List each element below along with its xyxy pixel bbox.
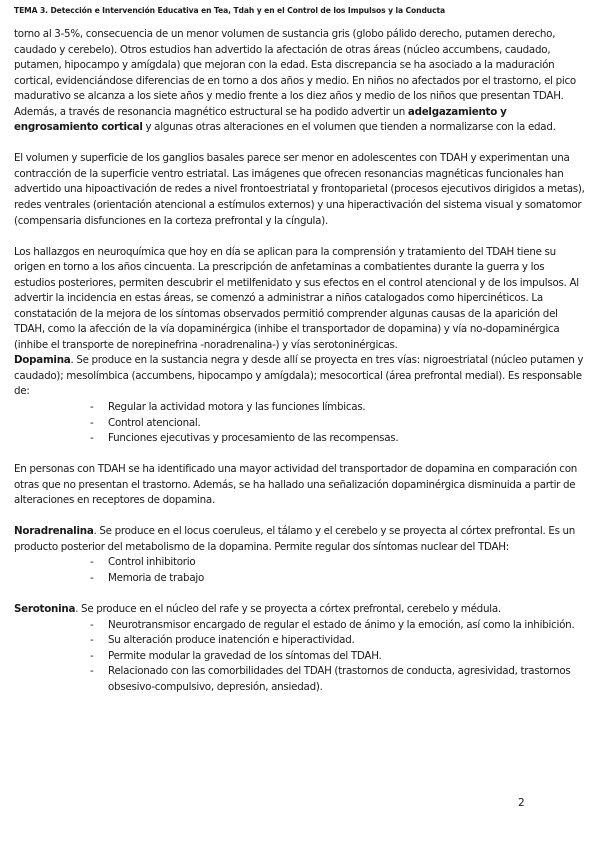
paragraph-gap [14, 509, 588, 525]
list-item: - Regular la actividad motora y las funciones límbicas. [14, 400, 588, 416]
list-item: - Memoria de trabajo [14, 571, 588, 587]
term-noradrenalina: Noradrenalina [14, 525, 94, 538]
paragraph-gap [14, 447, 588, 463]
paragraph-text: . Se produce en la sustancia negra y desde allí se proyecta en tres vías: nigroestriatal (núcleo putamen y caudado); mesolímbica (accumbens, hipocampo y amígdala); mesocortical (área prefrontal medial). Es responsable de: [14, 354, 584, 398]
page-header: TEMA 3. Detección e Intervención Educativa en Tea, Tdah y en el Control de los Impulsos y la Conducta [14, 6, 446, 15]
paragraph-text: . Se produce en el núcleo del rafe y se proyecta a córtex prefrontal, cerebelo y médula. [75, 603, 501, 615]
paragraph-dopamine-transporter: En personas con TDAH se ha identificado una mayor actividad del transportador de dopamina en comparación con otras que no presentan el trastorno. Además, se ha hallado una señalización dopaminérgica disminuida a partir de alteraciones en receptores de dopamina. [14, 463, 578, 507]
paragraph-gap [14, 229, 588, 245]
paragraph-text: . Se produce en el locus coeruleus, el tálamo y el cerebelo y se proyecta al córtex prefrontal. Es un producto posterior del metabolismo de la dopamina. Permite regular dos síntomas nuclear del TDAH: [14, 525, 576, 553]
paragraph-cortical-maturation [14, 27, 588, 136]
serotonina-list [14, 618, 588, 696]
paragraph-gap [14, 136, 588, 152]
dopamina-list [14, 400, 588, 447]
paragraph-text: torno al 3-5%, consecuencia de un menor volumen de sustancia gris (globo pálido derecho, putamen derecho, caudado y cerebelo). Otros estudios han advertido la afectación de otras áreas (núcleo accumbens, caudado, putamen, hipocampo y amígdala) que mejoran con la edad. Esta discrepancia se ha asociado a la maduración cortical, evidenciándose diferencias de en torno a dos años y medio. En niños no afectados por el trastorno, el pico madurativo se alcanza a los siete años y medio frente a los diez años y medio de los niños que presentan TDAH. Además, a través de resonancia magnético estructural se ha podido advertir un [14, 28, 576, 118]
paragraph-dopamina [14, 353, 588, 400]
list-item: - Relacionado con las comorbilidades del TDAH (trastornos de conducta, agresividad, trastornos obsesivo-compulsivo, depresión, ansiedad). [14, 664, 588, 695]
list-item: - Su alteración produce inatención e hiperactividad. [14, 633, 588, 649]
term-serotonina: Serotonina [14, 603, 76, 615]
list-item: - Neurotransmisor encargado de regular el estado de ánimo y la emoción, así como la inhibición. [14, 618, 588, 634]
paragraph-text: y algunas otras alteraciones en el volumen que tienden a normalizarse con la edad. [142, 121, 556, 134]
page-number: 2 [518, 797, 525, 809]
list-item: - Control atencional. [14, 416, 588, 432]
paragraph-gap [14, 587, 588, 603]
bold-emphasis: adelgazamiento y engrosamiento cortical [14, 105, 507, 134]
term-dopamina: Dopamina [14, 354, 71, 367]
paragraph-basal-ganglia: El volumen y superficie de los ganglios basales parece ser menor en adolescentes con TDAH y experimentan una contracción de la superficie ventro estriatal. Las imágenes que ofrecen resonancias magnéticas funcionales han advertido una hipoactivación de redes a nivel frontoestriatal y frontoparietal (procesos ejecutivos dirigidos a metas), redes ventrales (orientación atencional a estímulos externos) y una hiperactivación del sistema visual y somatomor (compensaria disfunciones en la corteza prefrontal y la cíngula). [14, 152, 585, 227]
paragraph-noradrenalina [14, 524, 588, 555]
paragraph-neurochemistry: Los hallazgos en neuroquímica que hoy en día se aplican para la comprensión y tratamiento del TDAH tiene su origen en torno a los años cincuenta. La prescripción de anfetaminas a combatientes durante la guerra y los estudios posteriores, permiten descubrir el metilfenidato y sus efectos en el control atencional y de los impulsos. Al advertir la incidencia en estas áreas, se comenzó a administrar a niños catalogados como hipercinéticos. La constatación de la mejora de los síntomas observados permitió comprender algunas causas de la aparición del TDAH, como la afección de la vía dopaminérgica (inhibe el transportador de dopamina) y vía no-dopaminérgica (inhibe el transporte de norepinefrina -noradrenalina-) y vías serotoninérgicas. [14, 245, 579, 351]
paragraph-serotonina [14, 602, 588, 618]
list-item: - Funciones ejecutivas y procesamiento de las recompensas. [14, 431, 588, 447]
list-item: - Permite modular la gravedad de los síntomas del TDAH. [14, 649, 588, 665]
noradrenalina-list [14, 555, 588, 586]
document-body [14, 27, 588, 695]
list-item: - Control inhibitorio [14, 555, 588, 571]
